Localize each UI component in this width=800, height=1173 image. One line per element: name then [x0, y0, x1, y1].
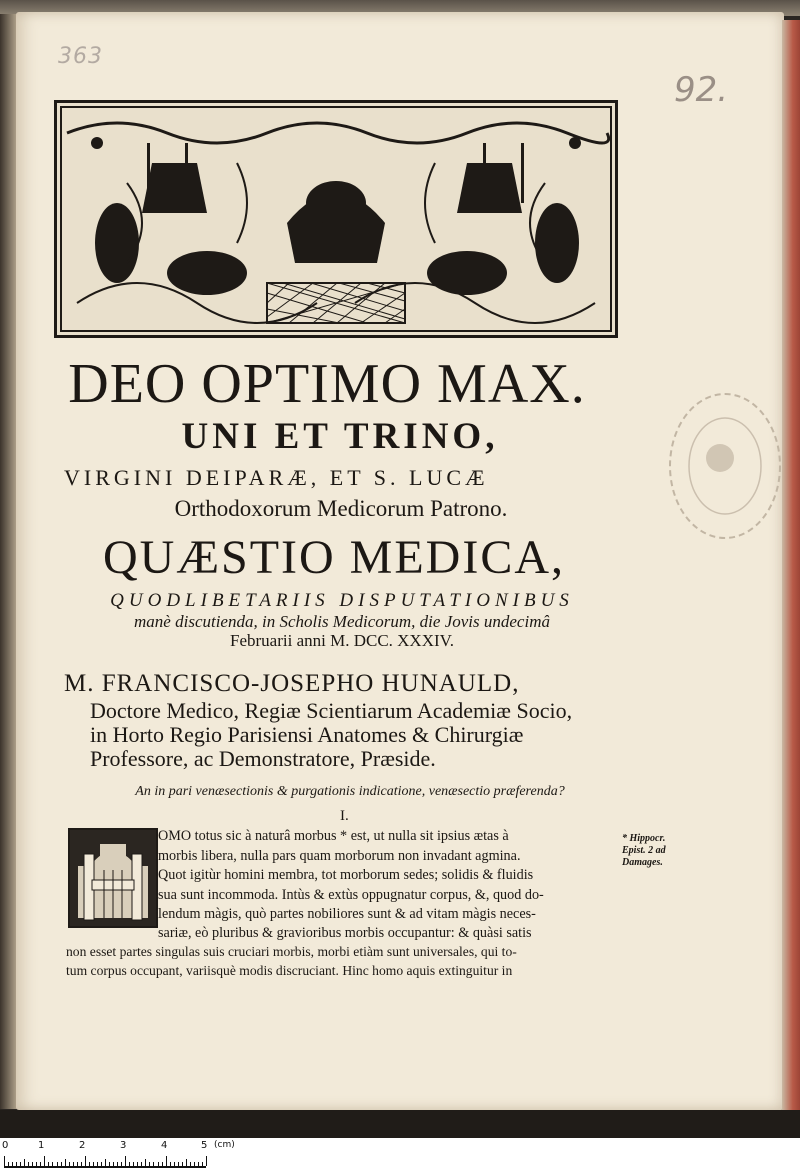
ruler-tick: [170, 1162, 171, 1166]
ruler-tick: [73, 1162, 74, 1166]
ruler-tick: [85, 1156, 86, 1166]
ruler-tick: [109, 1162, 110, 1166]
ruler-tick: [52, 1162, 53, 1166]
body-line: sua sunt incommoda. Intùs & extùs oppugnatur corpus, &, quod do-: [158, 887, 544, 903]
ruler-tick: [28, 1162, 29, 1166]
ruler-tick: [69, 1162, 70, 1166]
ruler-tick: [133, 1162, 134, 1166]
ruler-tick: [153, 1162, 154, 1166]
ruler-tick: [105, 1159, 106, 1166]
praeses-name: M. FRANCISCO-JOSEPHO HUNAULD,: [64, 670, 520, 697]
ruler-bar: [4, 1156, 206, 1168]
pencil-folio-right: 92.: [674, 70, 729, 110]
praeses-credentials-2: in Horto Regio Parisiensi Anatomes & Chirurgiæ: [90, 722, 524, 747]
ruler-tick: [44, 1156, 45, 1166]
book-fore-edge: [782, 20, 800, 1115]
dedication-trinity: UNI ET TRINO,: [181, 416, 499, 457]
ruler-tick: [48, 1162, 49, 1166]
ruler-tick: [4, 1156, 5, 1166]
ruler-tick: [16, 1162, 17, 1166]
thesis-date-line1: manè discutienda, in Scholis Medicorum, die Jovis undecimâ: [134, 612, 550, 631]
ruler-label: 0: [2, 1140, 9, 1151]
body-line: non esset partes singulas suis cruciari morbis, morbi etiàm sunt universales, qui to-: [66, 944, 517, 959]
ruler-tick: [57, 1162, 58, 1166]
ruler-tick: [178, 1162, 179, 1166]
dedication-patron: Orthodoxorum Medicorum Patrono.: [174, 496, 508, 521]
ruler-tick: [149, 1162, 150, 1166]
dedication-virgin: VIRGINI DEIPARÆ, ET S. LUCÆ: [64, 465, 489, 490]
drop-cap-engraving: [70, 830, 156, 926]
ruler-tick: [36, 1162, 37, 1166]
library-stamp: [640, 378, 785, 548]
marginal-note: [622, 833, 692, 869]
ruler-tick: [174, 1162, 175, 1166]
thesis-date-line2: Februarii anni M. DCC. XXXIV.: [230, 631, 454, 650]
scale-ruler: [0, 1138, 800, 1173]
praeses-credentials-1: Doctore Medico, Regiæ Scientiarum Academiæ Socio,: [90, 698, 573, 723]
body-line: OMO totus sic à naturâ morbus * est, ut nulla sit ipsius ætas à: [158, 828, 509, 844]
ruler-tick: [61, 1162, 62, 1166]
ruler-tick: [125, 1156, 126, 1166]
ruler-label: 2: [79, 1140, 86, 1151]
ruler-tick: [12, 1162, 13, 1166]
section-number: I.: [340, 808, 349, 824]
ruler-tick: [137, 1162, 138, 1166]
ruler-tick: [166, 1156, 167, 1166]
body-line: lendum màgis, quò partes nobiliores sunt & ad vitam màgis neces-: [158, 906, 536, 922]
ruler-tick: [162, 1162, 163, 1166]
ruler-tick: [89, 1162, 90, 1166]
praeses-credentials-3: Professore, ac Demonstratore, Præside.: [90, 746, 436, 771]
ruler-tick: [117, 1162, 118, 1166]
question-heading: An in pari venæsectionis & purgationis indicatione, venæsectio præferenda?: [135, 784, 565, 799]
scan-background: [0, 1110, 800, 1140]
ruler-tick: [190, 1162, 191, 1166]
ruler-tick: [24, 1159, 25, 1166]
ruler-tick: [121, 1162, 122, 1166]
ruler-tick: [65, 1159, 66, 1166]
ruler-label: 3: [120, 1140, 127, 1151]
ruler-tick: [129, 1162, 130, 1166]
ruler-tick: [93, 1162, 94, 1166]
drop-cap-h-initial: [68, 828, 158, 928]
ruler-label: 4: [161, 1140, 168, 1151]
body-line: morbis libera, nulla pars quam morborum non invadant agmina.: [158, 848, 521, 864]
marginal-note-line: Damages.: [622, 857, 663, 868]
ruler-tick: [101, 1162, 102, 1166]
ruler-tick: [77, 1162, 78, 1166]
marginal-note-line: Epist. 2 ad: [622, 845, 666, 856]
ruler-tick: [182, 1162, 183, 1166]
ruler-tick: [20, 1162, 21, 1166]
ruler-tick: [141, 1162, 142, 1166]
headpiece-engraving: [57, 103, 615, 335]
ruler-tick: [202, 1162, 203, 1166]
dedication-title: DEO OPTIMO MAX.: [68, 353, 586, 415]
ornamental-headpiece: [54, 100, 618, 338]
body-line: Quot igitùr homini membra, tot morborum sedes; solidis & fluidis: [158, 867, 534, 883]
thesis-subtitle: QUODLIBETARIIS DISPUTATIONIBUS: [110, 590, 574, 611]
marginal-note-line: * Hippocr.: [622, 833, 666, 844]
ruler-label: 1: [38, 1140, 45, 1151]
ruler-tick: [40, 1162, 41, 1166]
ruler-tick: [32, 1162, 33, 1166]
thesis-title: QUÆSTIO MEDICA,: [103, 531, 565, 584]
ruler-tick: [145, 1159, 146, 1166]
ruler-label: 5: [201, 1140, 208, 1151]
body-line: tum corpus occupant, variisquè modis discruciant. Hinc homo aquis extinguitur in: [66, 963, 513, 978]
ruler-tick: [81, 1162, 82, 1166]
ruler-tick: [8, 1162, 9, 1166]
ruler-tick: [186, 1159, 187, 1166]
ruler-tick: [97, 1162, 98, 1166]
ruler-tick: [194, 1162, 195, 1166]
ruler-unit: (cm): [214, 1140, 235, 1150]
ruler-tick: [206, 1156, 207, 1166]
ruler-tick: [198, 1162, 199, 1166]
ruler-tick: [113, 1162, 114, 1166]
pencil-folio-left: 363: [58, 44, 103, 69]
body-line: sariæ, eò pluribus & gravioribus morbis occupantur: & quàsi satis: [158, 925, 532, 941]
ruler-tick: [158, 1162, 159, 1166]
